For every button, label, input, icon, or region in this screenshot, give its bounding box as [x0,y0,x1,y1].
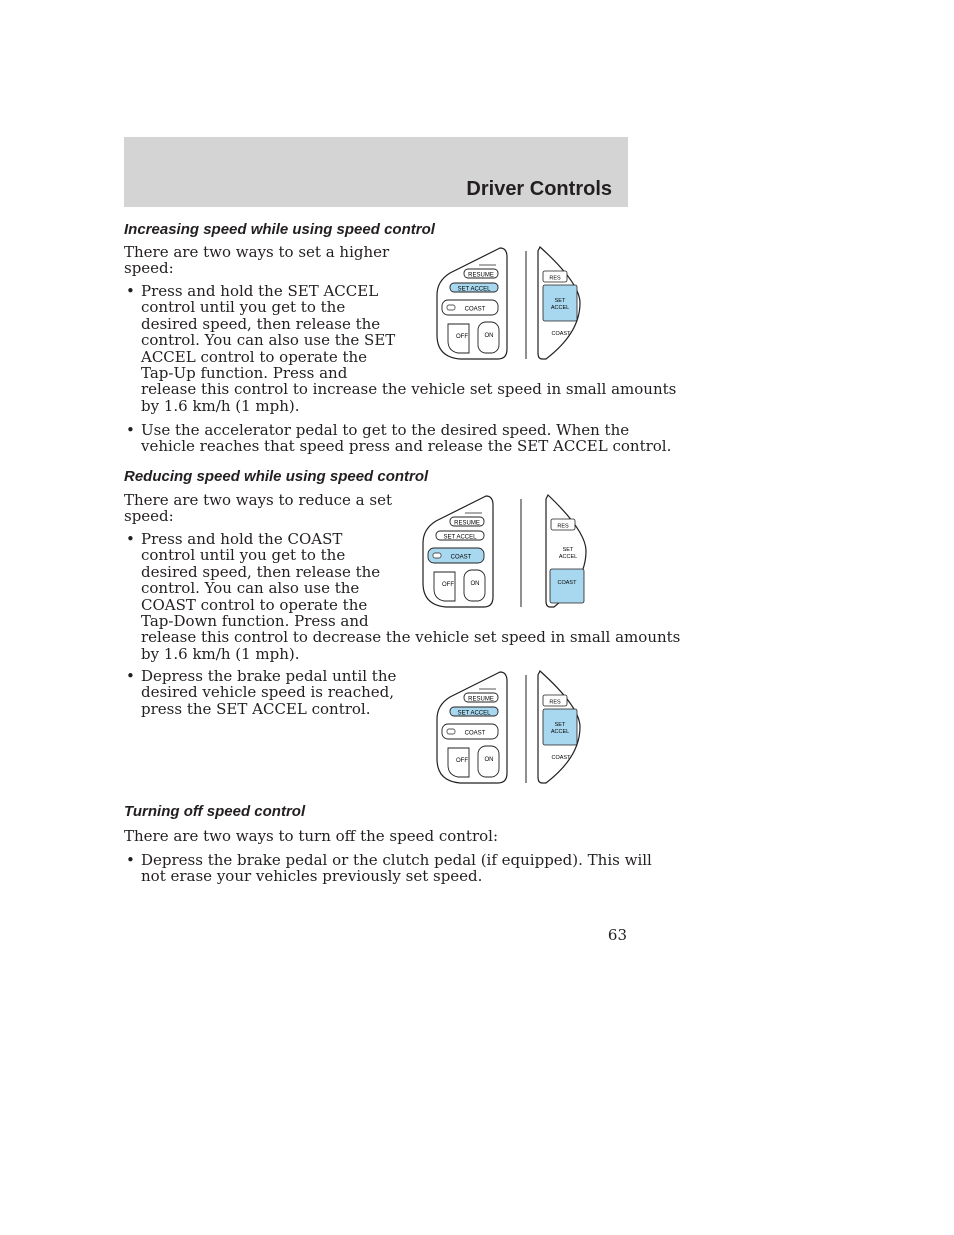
intro-line: There are two ways to reduce a set [124,491,393,509]
svg-text:OFF: OFF [456,758,468,764]
svg-text:COAST: COAST [464,306,486,313]
intro-line: There are two ways to set a higher [124,243,390,261]
bullet-icon: • [126,282,135,300]
svg-text:COAST: COAST [551,755,571,761]
svg-text:ACCEL: ACCEL [550,305,570,311]
svg-text:SET: SET [562,547,574,553]
svg-text:RESUME: RESUME [468,696,494,703]
section-heading-increasing: Increasing speed while using speed control [124,221,435,238]
bullet-icon: • [126,421,135,439]
svg-text:SET ACCEL: SET ACCEL [443,534,477,541]
svg-text:SET: SET [554,722,566,728]
svg-text:COAST: COAST [464,730,486,737]
intro-line: speed: [124,507,174,526]
svg-text:SET ACCEL: SET ACCEL [457,286,491,293]
svg-text:COAST: COAST [551,331,571,337]
svg-text:ACCEL: ACCEL [558,554,578,560]
svg-text:SET: SET [554,298,566,304]
svg-text:RES: RES [549,699,561,706]
svg-text:RESUME: RESUME [454,520,480,527]
page-number: 63 [607,926,627,944]
section-intro-turning-off [124,828,498,844]
header-band [124,137,628,207]
svg-text:ACCEL: ACCEL [550,729,570,735]
speed-control-diagram-brake-set-accel [430,667,590,789]
section-intro-increasing [124,244,389,277]
svg-text:ON: ON [470,581,480,587]
intro-line: There are two ways to turn off the speed control: [124,827,499,845]
svg-text:OFF: OFF [442,582,454,588]
svg-text:ON: ON [484,757,494,763]
section-intro-reducing [124,492,392,525]
section-heading-turning-off: Turning off speed control [124,803,306,820]
bullet-icon: • [126,851,135,869]
svg-text:OFF: OFF [456,334,468,340]
svg-text:COAST: COAST [557,580,577,586]
svg-text:RESUME: RESUME [468,272,494,279]
page-title: Driver Controls [466,178,612,200]
speed-control-diagram-set-accel [430,243,590,365]
svg-text:COAST: COAST [450,554,472,561]
speed-control-diagram-coast [416,491,592,613]
svg-text:RES: RES [557,523,569,530]
section-heading-reducing: Reducing speed while using speed control [124,468,429,485]
svg-text:SET ACCEL: SET ACCEL [457,710,491,717]
svg-text:ON: ON [484,333,494,339]
bullet-icon: • [126,667,135,685]
intro-line: speed: [124,259,174,278]
bullet-icon: • [126,530,135,548]
svg-text:RES: RES [549,275,561,282]
